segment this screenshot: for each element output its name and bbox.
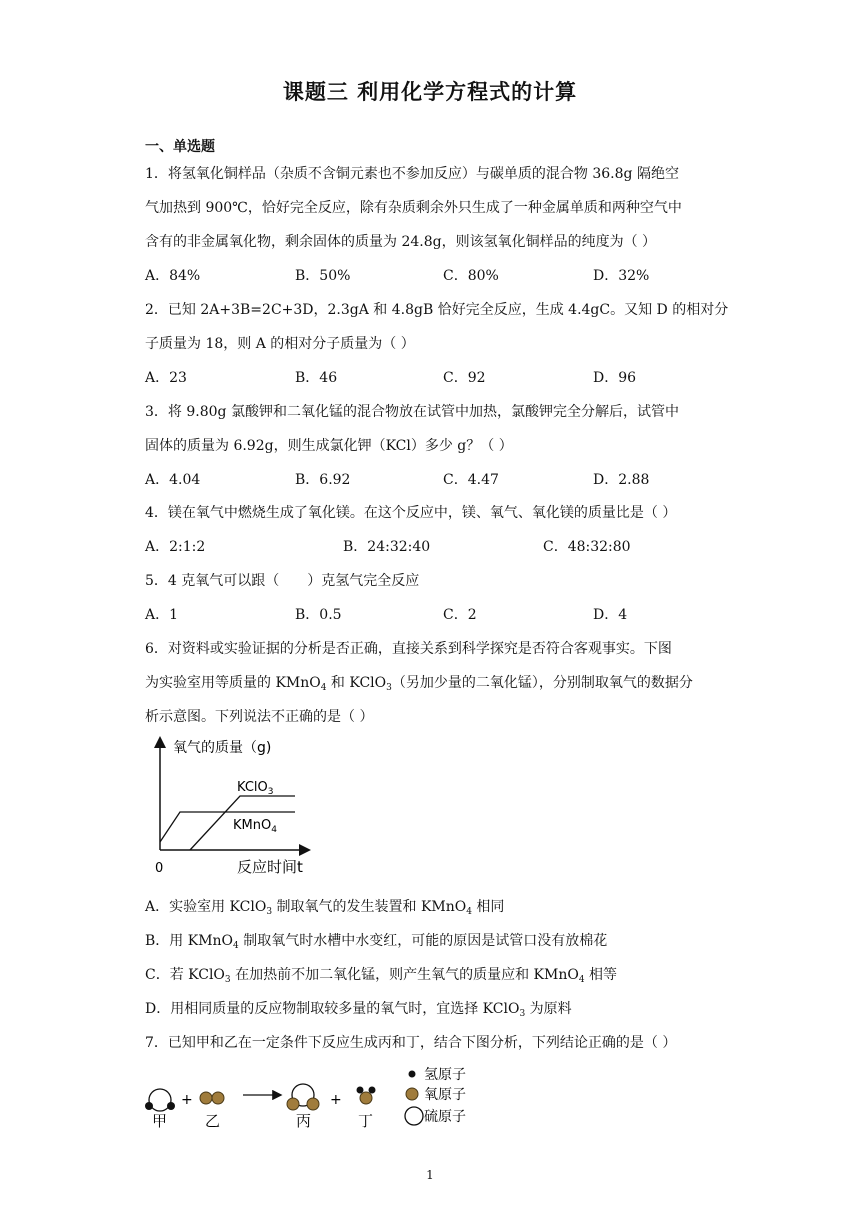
q4-option-b: B．24:32:40 <box>343 539 431 555</box>
q3-option-a: A．4.04 <box>145 472 201 488</box>
page-title: 课题三 利用化学方程式的计算 <box>282 80 578 104</box>
q1-line-1: 1．将氢氧化铜样品（杂质不含铜元素也不参加反应）与碳单质的混合物 36.8g 隔绝空 <box>145 166 679 182</box>
graph-origin: 0 <box>155 861 164 876</box>
plus-1: + <box>181 1092 193 1108</box>
q1-line-3: 含有的非金属氧化物，剩余固体的质量为 24.8g，则该氢氧化铜样品的纯度为（ ） <box>145 234 657 250</box>
q6-line-2: 为实验室用等质量的 KMnO$_4$ 和 KClO$_3$（另加少量的二氧化锰），分别制取氧气的数据分 <box>145 675 693 693</box>
q3-line-1: 3．将 9.80g 氯酸钾和二氧化锰的混合物放在试管中加热，氯酸钾完全分解后，试管中 <box>145 404 679 420</box>
legend-o: 氧原子 <box>424 1087 466 1103</box>
q5-option-d: D．4 <box>593 607 628 623</box>
q5-option-a: A．1 <box>145 607 179 623</box>
q3-option-d: D．2.88 <box>593 472 650 488</box>
q3-option-c: C．4.47 <box>443 472 499 488</box>
q2-option-a: A．23 <box>145 370 187 386</box>
legend-s: 硫原子 <box>424 1109 466 1125</box>
molecule-yi <box>200 1092 224 1104</box>
reaction-diagram <box>140 1064 480 1134</box>
q2-line-2: 子质量为 18，则 A 的相对分子质量为（ ） <box>145 336 415 352</box>
q2-option-b: B．46 <box>295 370 338 386</box>
page-number: 1 <box>426 1168 434 1182</box>
legend-h-icon <box>409 1071 416 1078</box>
molecule-ding <box>357 1087 376 1105</box>
legend-s-icon <box>405 1107 423 1125</box>
q5-option-b: B．0.5 <box>295 607 342 623</box>
graph-ylabel: 氧气的质量（g) <box>173 740 272 756</box>
q1-option-b: B．50% <box>295 268 351 284</box>
molecule-bing <box>287 1084 319 1110</box>
legend-h: 氢原子 <box>424 1067 466 1083</box>
q6-line-3: 析示意图。下列说法不正确的是（ ） <box>145 709 374 725</box>
kmno4-label: KMnO$_4$ <box>233 818 277 835</box>
q5-option-c: C．2 <box>443 607 477 623</box>
q2-option-c: C．92 <box>443 370 486 386</box>
q1-option-d: D．32% <box>593 268 650 284</box>
q1-option-c: C．80% <box>443 268 499 284</box>
label-yi: 乙 <box>205 1112 221 1130</box>
q1-option-a: A．84% <box>145 268 201 284</box>
label-ding: 丁 <box>358 1112 374 1130</box>
q5-line-1: 5．4 克氧气可以跟（ ）克氢气完全反应 <box>145 573 420 589</box>
q7-line-1: 7．已知甲和乙在一定条件下反应生成丙和丁，结合下图分析，下列结论正确的是（ ） <box>145 1035 677 1051</box>
q3-option-b: B．6.92 <box>295 472 351 488</box>
q6-option-a: A．实验室用 KClO$_3$ 制取氧气的发生装置和 KMnO$_4$ 相同 <box>145 899 505 917</box>
graph-xlabel: 反应时间t <box>237 858 303 876</box>
label-bing: 丙 <box>296 1112 312 1130</box>
q6-line-1: 6．对资料或实验证据的分析是否正确，直接关系到科学探究是否符合客观事实。下图 <box>145 641 672 657</box>
q6-option-d: D．用相同质量的反应物制取较多量的氧气时，宜选择 KClO$_3$ 为原料 <box>145 1001 572 1019</box>
q4-option-a: A．2:1:2 <box>145 539 206 555</box>
q6-option-c: C．若 KClO$_3$ 在加热前不加二氧化锰，则产生氧气的质量应和 KMnO$_4$ 相等 <box>145 967 618 985</box>
q2-option-d: D．96 <box>593 370 637 386</box>
legend-o-icon <box>406 1088 418 1100</box>
kclo3-label: KClO$_3$ <box>237 780 274 797</box>
q3-line-2: 固体的质量为 6.92g，则生成氯化钾（KCl）多少 g？（ ） <box>145 438 513 454</box>
q4-line-1: 4．镁在氧气中燃烧生成了氧化镁。在这个反应中，镁、氧气、氧化镁的质量比是（ ） <box>145 505 677 521</box>
q4-option-c: C．48:32:80 <box>543 539 631 555</box>
q1-line-2: 气加热到 900℃，恰好完全反应，除有杂质剩余外只生成了一种金属单质和两种空气中 <box>145 200 682 216</box>
section-heading: 一、单选题 <box>145 139 215 155</box>
q2-line-1: 2．已知 2A+3B=2C+3D，2.3gA 和 4.8gB 恰好完全反应，生成 4.4gC。又知 D 的相对分 <box>145 302 729 318</box>
label-jia: 甲 <box>152 1112 168 1130</box>
plus-2: + <box>330 1092 342 1108</box>
molecule-jia <box>145 1089 175 1111</box>
oxygen-mass-graph <box>145 732 325 882</box>
q6-option-b: B．用 KMnO$_4$ 制取氧气时水槽中水变红，可能的原因是试管口没有放棉花 <box>145 933 608 951</box>
